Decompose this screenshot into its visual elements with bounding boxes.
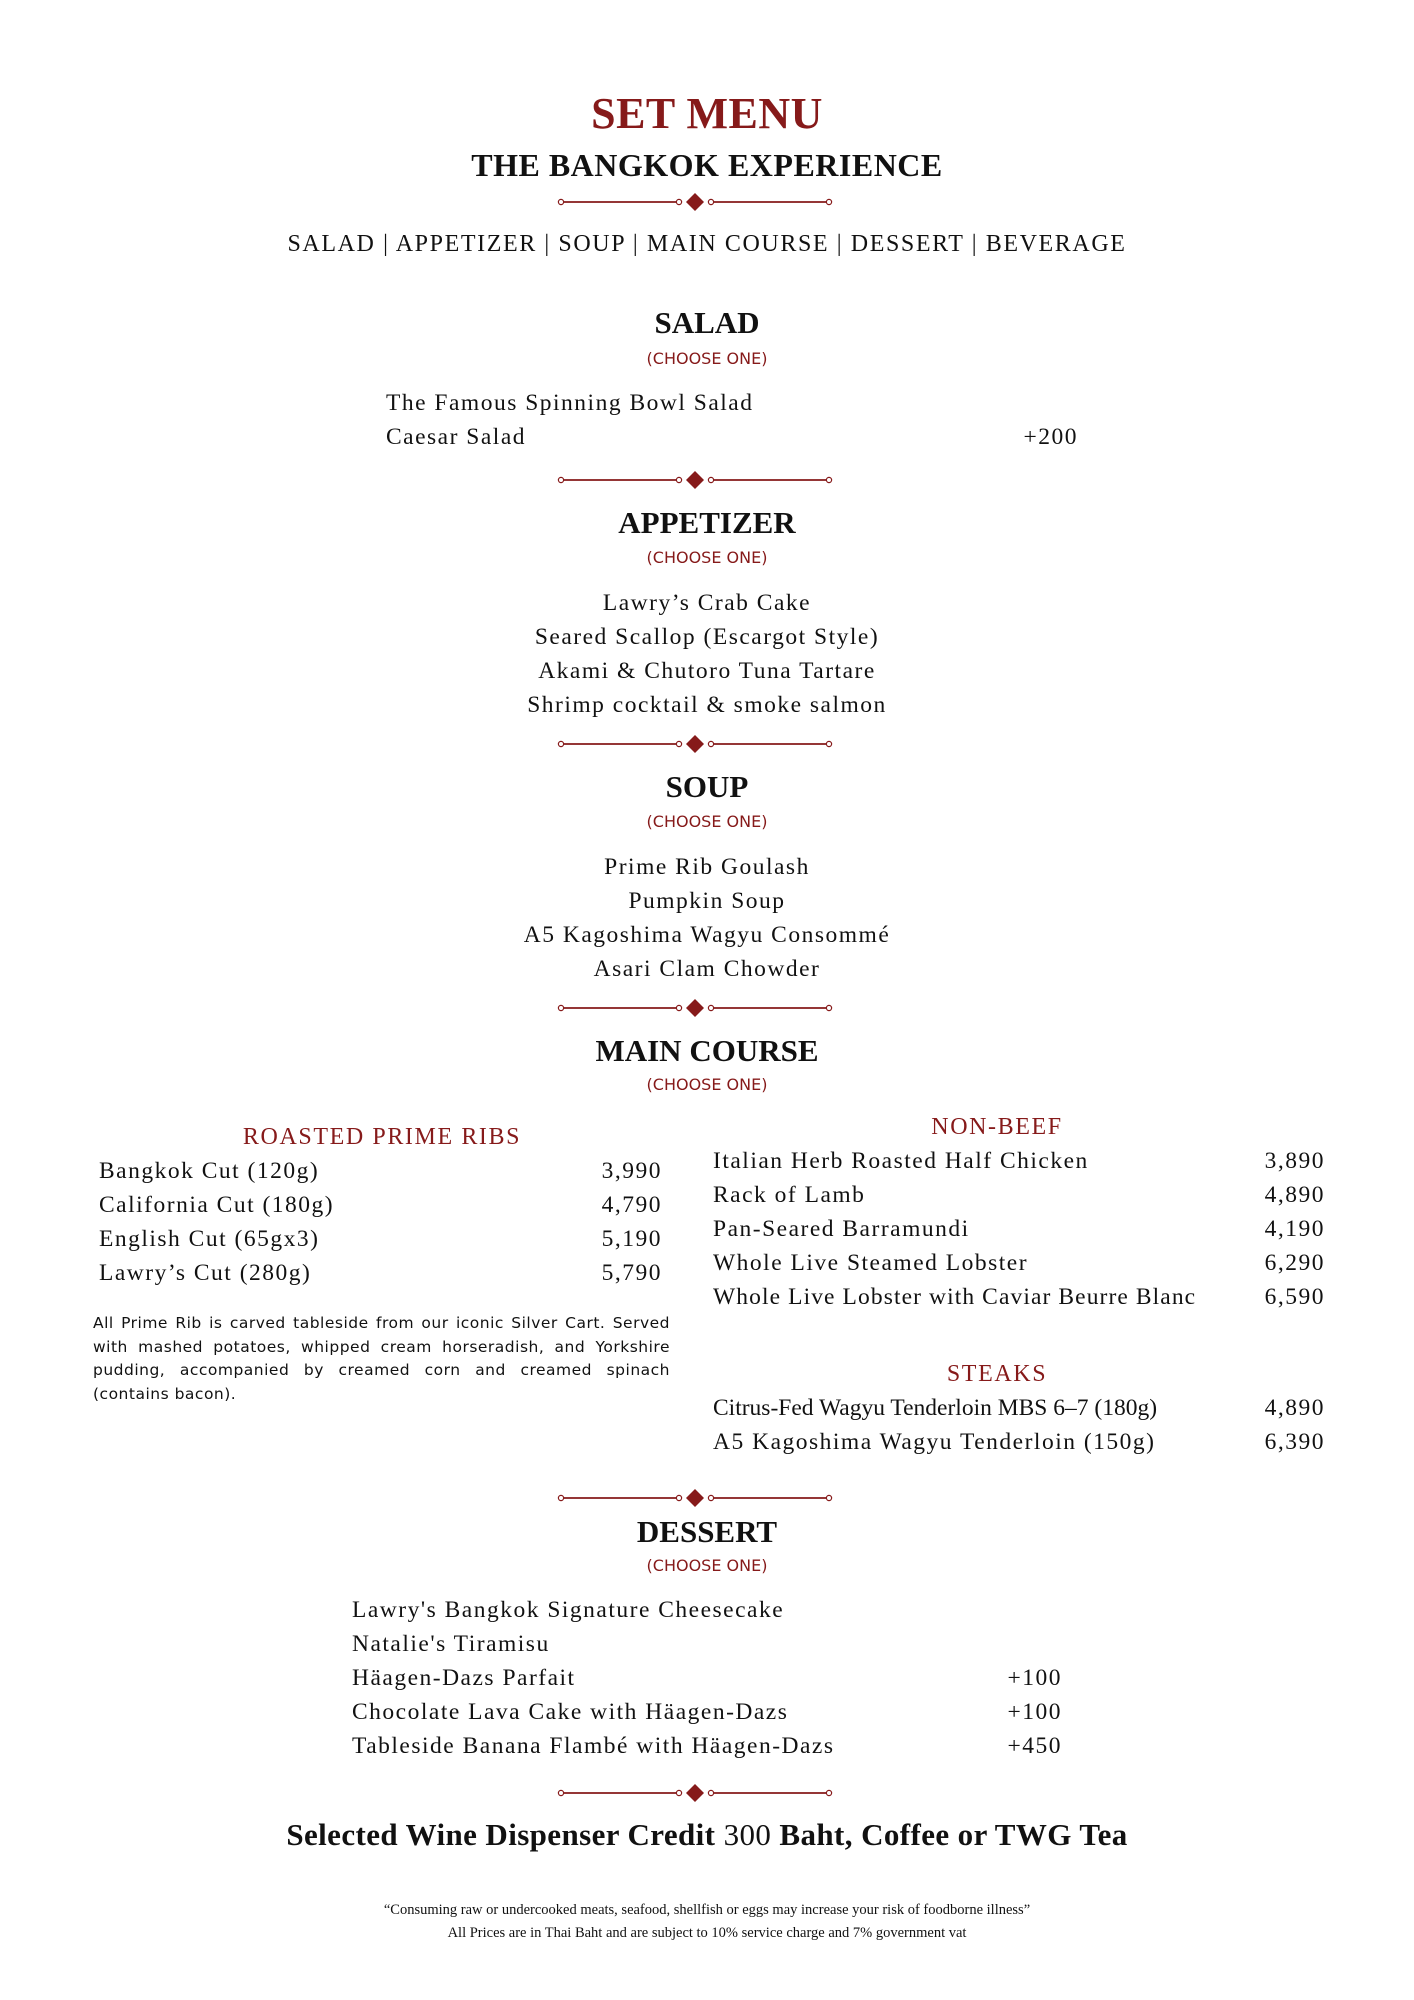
item-price: +100 [1007, 1665, 1062, 1691]
list-item [713, 1178, 1325, 1212]
list-item: Prime Rib Goulash [604, 854, 810, 880]
item-name: Häagen-Dazs Parfait [352, 1665, 576, 1691]
item-price: 4,190 [1264, 1216, 1325, 1242]
menu-subtitle: THE BANGKOK EXPERIENCE [471, 147, 943, 183]
list-item [386, 420, 1078, 454]
non-beef-list [713, 1144, 1325, 1314]
ornament-divider [557, 1488, 833, 1508]
prime-rib-description: All Prime Rib is carved tableside from our iconic Silver Cart. Served with mashed potatoes, whipped cream horseradish, and Yorkshire pudding, accompanied by creamed corn and creamed spinach (contains bacon). [93, 1314, 670, 1403]
item-price: 4,890 [1264, 1395, 1325, 1421]
item-name: Pan-Seared Barramundi [713, 1216, 970, 1242]
item-price: 4,790 [601, 1192, 662, 1218]
pricing-note: All Prices are in Thai Baht and are subject to 10% service charge and 7% government vat [447, 1925, 967, 1941]
salad-choose-note: (CHOOSE ONE) [646, 349, 768, 368]
item-price: 5,790 [601, 1260, 662, 1286]
list-item [352, 1729, 1062, 1763]
main-course-title: MAIN COURSE [595, 1033, 819, 1068]
item-name: Whole Live Steamed Lobster [713, 1250, 1029, 1276]
list-item [99, 1188, 662, 1222]
soup-choose-note: (CHOOSE ONE) [646, 812, 768, 831]
item-name: Rack of Lamb [713, 1182, 866, 1208]
list-item: Lawry’s Crab Cake [602, 590, 812, 616]
category-list: SALAD | APPETIZER | SOUP | MAIN COURSE | DESSERT | BEVERAGE [287, 231, 1127, 257]
list-item [713, 1391, 1325, 1425]
item-price: +450 [1007, 1733, 1062, 1759]
non-beef-heading: NON-BEEF [931, 1114, 1063, 1140]
dessert-list [352, 1593, 1062, 1763]
steaks-list [713, 1391, 1325, 1459]
wine-credit-amount: 300 [723, 1817, 772, 1852]
ornament-divider [557, 998, 833, 1018]
list-item [713, 1246, 1325, 1280]
prime-ribs-heading: ROASTED PRIME RIBS [242, 1124, 522, 1150]
list-item [352, 1593, 1062, 1627]
item-name: Bangkok Cut (120g) [99, 1158, 320, 1184]
main-course-choose-note: (CHOOSE ONE) [646, 1075, 768, 1094]
item-price: 3,890 [1264, 1148, 1325, 1174]
soup-list [0, 850, 1414, 986]
item-price: 3,990 [601, 1158, 662, 1184]
item-price: 6,290 [1264, 1250, 1325, 1276]
list-item [713, 1212, 1325, 1246]
item-name: Italian Herb Roasted Half Chicken [713, 1148, 1089, 1174]
list-item: Seared Scallop (Escargot Style) [534, 624, 880, 650]
list-item [713, 1280, 1325, 1314]
item-price: +200 [1023, 424, 1078, 450]
appetizer-choose-note: (CHOOSE ONE) [646, 548, 768, 567]
salad-list [386, 386, 1078, 454]
list-item [386, 386, 1078, 420]
salad-title: SALAD [654, 305, 760, 340]
list-item [352, 1661, 1062, 1695]
item-price: +100 [1007, 1699, 1062, 1725]
item-name: A5 Kagoshima Wagyu Tenderloin (150g) [713, 1429, 1156, 1455]
item-name: English Cut (65gx3) [99, 1226, 320, 1252]
item-name: California Cut (180g) [99, 1192, 335, 1218]
item-price: 6,590 [1264, 1284, 1325, 1310]
item-name: Natalie's Tiramisu [352, 1631, 550, 1657]
list-item [713, 1425, 1325, 1459]
list-item [352, 1627, 1062, 1661]
list-item [352, 1695, 1062, 1729]
ornament-divider [557, 192, 833, 212]
item-name: Citrus-Fed Wagyu Tenderloin MBS 6–7 (180g) [713, 1395, 1158, 1421]
soup-title: SOUP [665, 769, 749, 804]
item-name: Lawry’s Cut (280g) [99, 1260, 312, 1286]
beverage-text-end: Baht, Coffee or TWG Tea [779, 1817, 1128, 1852]
beverage-text-start: Selected Wine Dispenser Credit [286, 1817, 716, 1852]
item-name: Whole Live Lobster with Caviar Beurre Blanc [713, 1284, 1197, 1310]
item-price: 4,890 [1264, 1182, 1325, 1208]
steaks-heading: STEAKS [946, 1361, 1048, 1387]
list-item: Shrimp cocktail & smoke salmon [527, 692, 887, 718]
menu-title: SET MENU [591, 89, 823, 138]
dessert-choose-note: (CHOOSE ONE) [646, 1556, 768, 1575]
ornament-divider [557, 470, 833, 490]
list-item [99, 1256, 662, 1290]
item-name: Caesar Salad [386, 424, 527, 450]
list-item [713, 1144, 1325, 1178]
list-item [99, 1222, 662, 1256]
item-name: The Famous Spinning Bowl Salad [386, 390, 754, 416]
list-item: A5 Kagoshima Wagyu Consommé [523, 922, 891, 948]
item-price: 5,190 [601, 1226, 662, 1252]
item-name: Chocolate Lava Cake with Häagen-Dazs [352, 1699, 789, 1725]
prime-ribs-list [99, 1154, 662, 1290]
beverage-line [0, 1817, 1414, 1853]
list-item: Pumpkin Soup [628, 888, 786, 914]
item-name: Lawry's Bangkok Signature Cheesecake [352, 1597, 785, 1623]
appetizer-title: APPETIZER [618, 505, 796, 540]
list-item: Asari Clam Chowder [593, 956, 821, 982]
food-safety-disclaimer: “Consuming raw or undercooked meats, seafood, shellfish or eggs may increase your risk of foodborne illness” [383, 1902, 1031, 1918]
item-name: Tableside Banana Flambé with Häagen-Dazs [352, 1733, 835, 1759]
ornament-divider [557, 1783, 833, 1803]
list-item [99, 1154, 662, 1188]
ornament-divider [557, 734, 833, 754]
dessert-title: DESSERT [636, 1514, 778, 1549]
item-price: 6,390 [1264, 1429, 1325, 1455]
appetizer-list [0, 586, 1414, 722]
list-item: Akami & Chutoro Tuna Tartare [538, 658, 876, 684]
